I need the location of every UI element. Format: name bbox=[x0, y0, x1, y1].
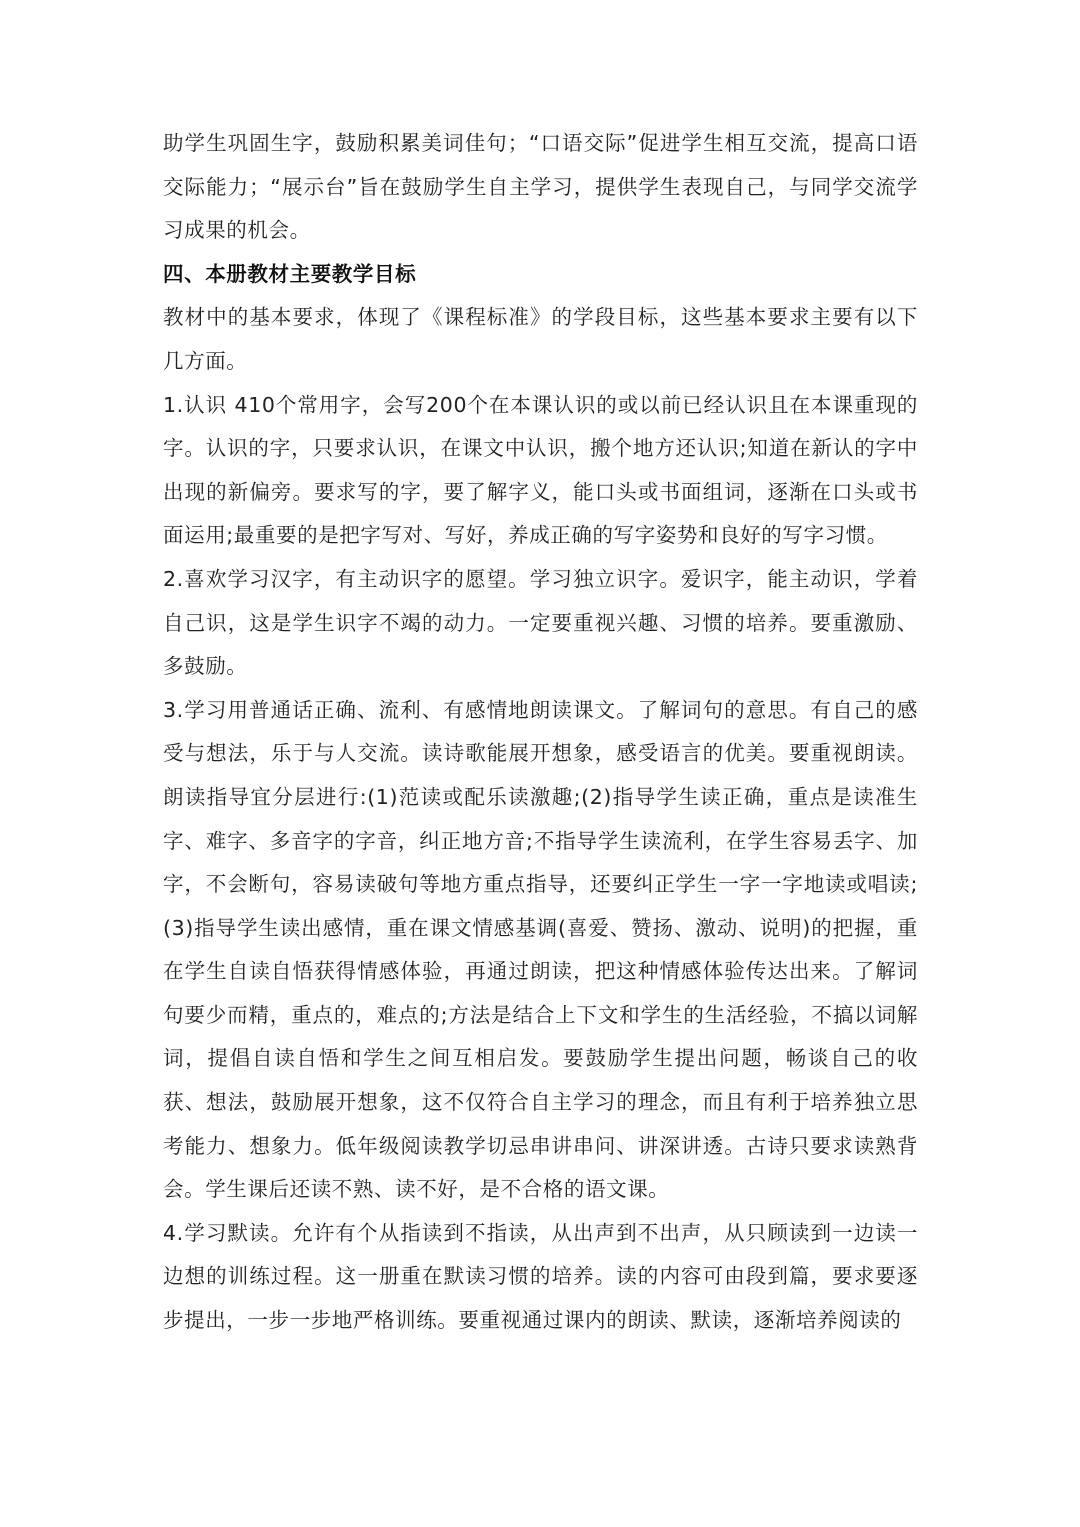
section-heading: 四、本册教材主要教学目标 bbox=[163, 261, 417, 286]
intro-paragraph: 助学生巩固生字，鼓励积累美词佳句；“口语交际”促进学生相互交流，提高口语交际能力；“展示台”旨在鼓励学生自主学习，提供学生表现自己，与同学交流学习成果的机会。 bbox=[163, 131, 918, 243]
goal-item-2: 2.喜欢学习汉字，有主动识字的愿望。学习独立识字。爱识字，能主动识，学着自己识，这是学生识字不竭的动力。一定要重视兴趣、习惯的培养。要重激励、多鼓励。 bbox=[163, 566, 918, 679]
goal-item-4: 4.学习默读。允许有个从指读到不指读，从出声到不出声，从只顾读到一边读一边想的训练过程。这一册重在默读习惯的培养。读的内容可由段到篇，要求要逐步提出，一步一步地严格训练。要重视通过课内的朗读、默读，逐渐培养阅读的 bbox=[163, 1220, 918, 1333]
goal-item-1: 1.认识 410个常用字，会写200个在本课认识的或以前已经认识且在本课重现的字。认识的字，只要求认识，在课文中认识，搬个地方还认识;知道在新认的字中出现的新偏旁。要求写的字，要了解字义，能口头或书面组词，逐渐在口头或书面运用;最重要的是把字写对、写好，养成正确的写字姿势和良好的写字习惯。 bbox=[163, 392, 918, 548]
goal-item-3: 3.学习用普通话正确、流利、有感情地朗读课文。了解词句的意思。有自己的感受与想法，乐于与人交流。读诗歌能展开想象，感受语言的优美。要重视朗读。朗读指导宜分层进行:(1)范读或配乐读激趣;(2)指导学生读正确，重点是读准生字、难字、多音字的字音，纠正地方音;不指导学生读流利，在学生容易丢字、加字，不会断句，容易读破句等地方重点指导，还要纠正学生一字一字地读或唱读;(3)指导学生读出感情，重在课文情感基调(喜爱、赞扬、激动、说明)的把握，重在学生自读自悟获得情感体验，再通过朗读，把这种情感体验传达出来。了解词句要少而精，重点的，难点的;方法是结合上下文和学生的生活经验，不搞以词解词，提倡自读自悟和学生之间互相启发。要鼓励学生提出问题，畅谈自己的收获、想法，鼓励展开想象，这不仅符合自主学习的理念，而且有利于培养独立思考能力、想象力。低年级阅读教学切忌串讲串问、讲深讲透。古诗只要求读熟背会。学生课后还读不熟、读不好，是不合格的语文课。 bbox=[163, 697, 918, 1202]
document-page bbox=[163, 122, 918, 1343]
lead-paragraph: 教材中的基本要求，体现了《课程标准》的学段目标，这些基本要求主要有以下几方面。 bbox=[163, 305, 918, 373]
